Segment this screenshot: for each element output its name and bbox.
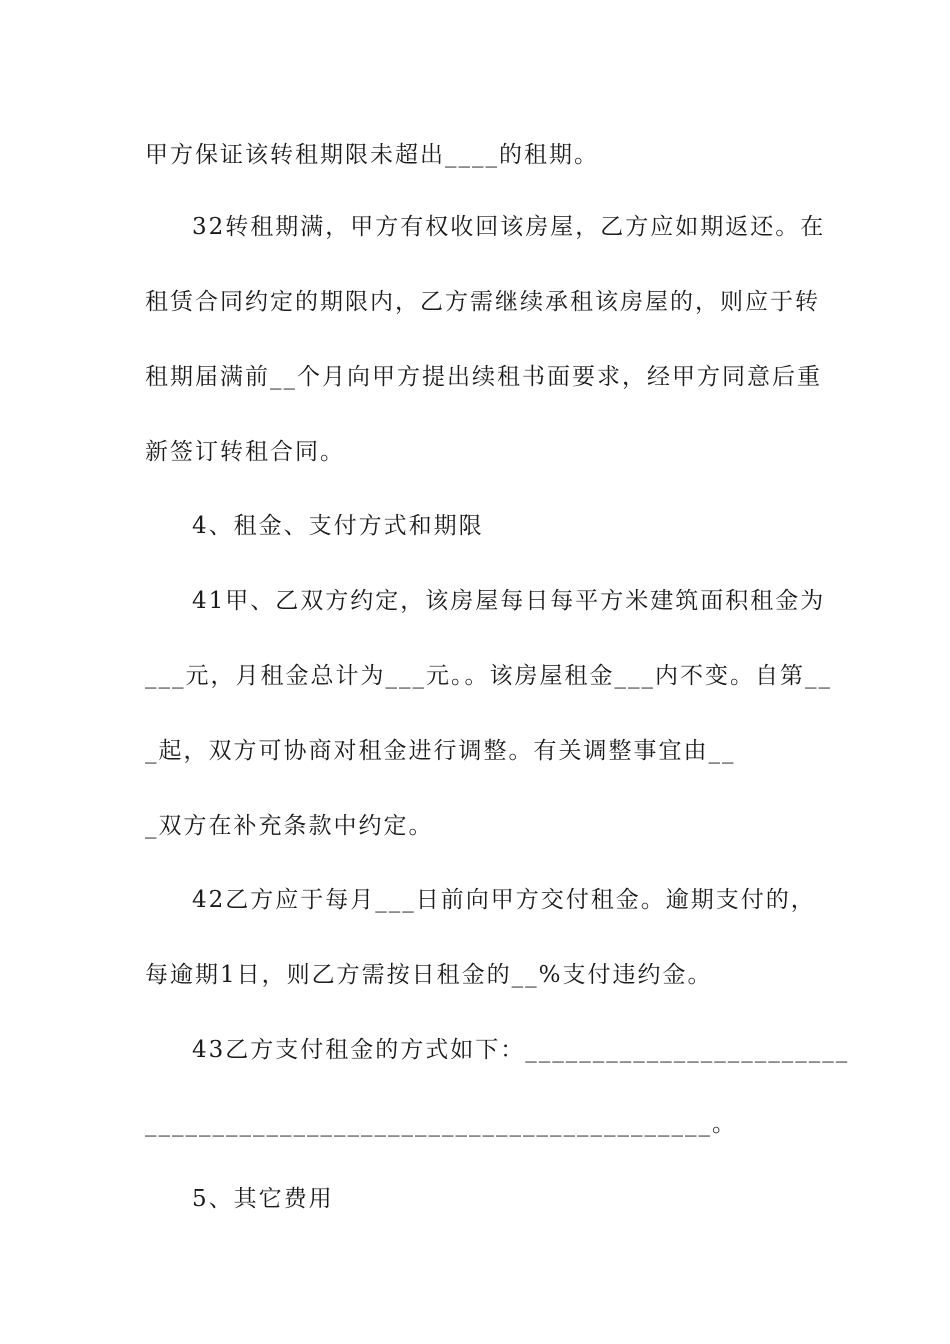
paragraph-line: _双方在补充条款中约定。 <box>145 813 434 839</box>
paragraph-line: 租赁合同约定的期限内，乙方需继续承租该房屋的，则应于转 <box>145 289 820 315</box>
paragraph-line: 新签订转租合同。 <box>145 439 345 465</box>
paragraph-line: 租期届满前__个月向甲方提出续租书面要求，经甲方同意后重 <box>145 364 822 390</box>
paragraph-line: __________________________________________。 <box>145 1111 737 1137</box>
paragraph-line: 42乙方应于每月___日前向甲方交付租金。逾期支付的， <box>192 887 816 913</box>
section-heading: 5、其它费用 <box>192 1186 334 1212</box>
section-heading: 4、租金、支付方式和期限 <box>192 513 484 539</box>
paragraph-line: ___元，月租金总计为___元。。该房屋租金___内不变。自第__ <box>145 663 832 689</box>
paragraph-line: 43乙方支付租金的方式如下：________________________ <box>192 1037 850 1063</box>
paragraph-line: 甲方保证该转租期限未超出____的租期。 <box>145 142 599 168</box>
paragraph-line: 每逾期1日，则乙方需按日租金的__%支付违约金。 <box>145 962 713 988</box>
paragraph-line: _起，双方可协商对租金进行调整。有关调整事宜由__ <box>145 738 736 764</box>
paragraph-line: 32转租期满，甲方有权收回该房屋，乙方应如期返还。在 <box>192 214 826 240</box>
paragraph-line: 41甲、乙双方约定，该房屋每日每平方米建筑面积租金为 <box>192 588 826 614</box>
